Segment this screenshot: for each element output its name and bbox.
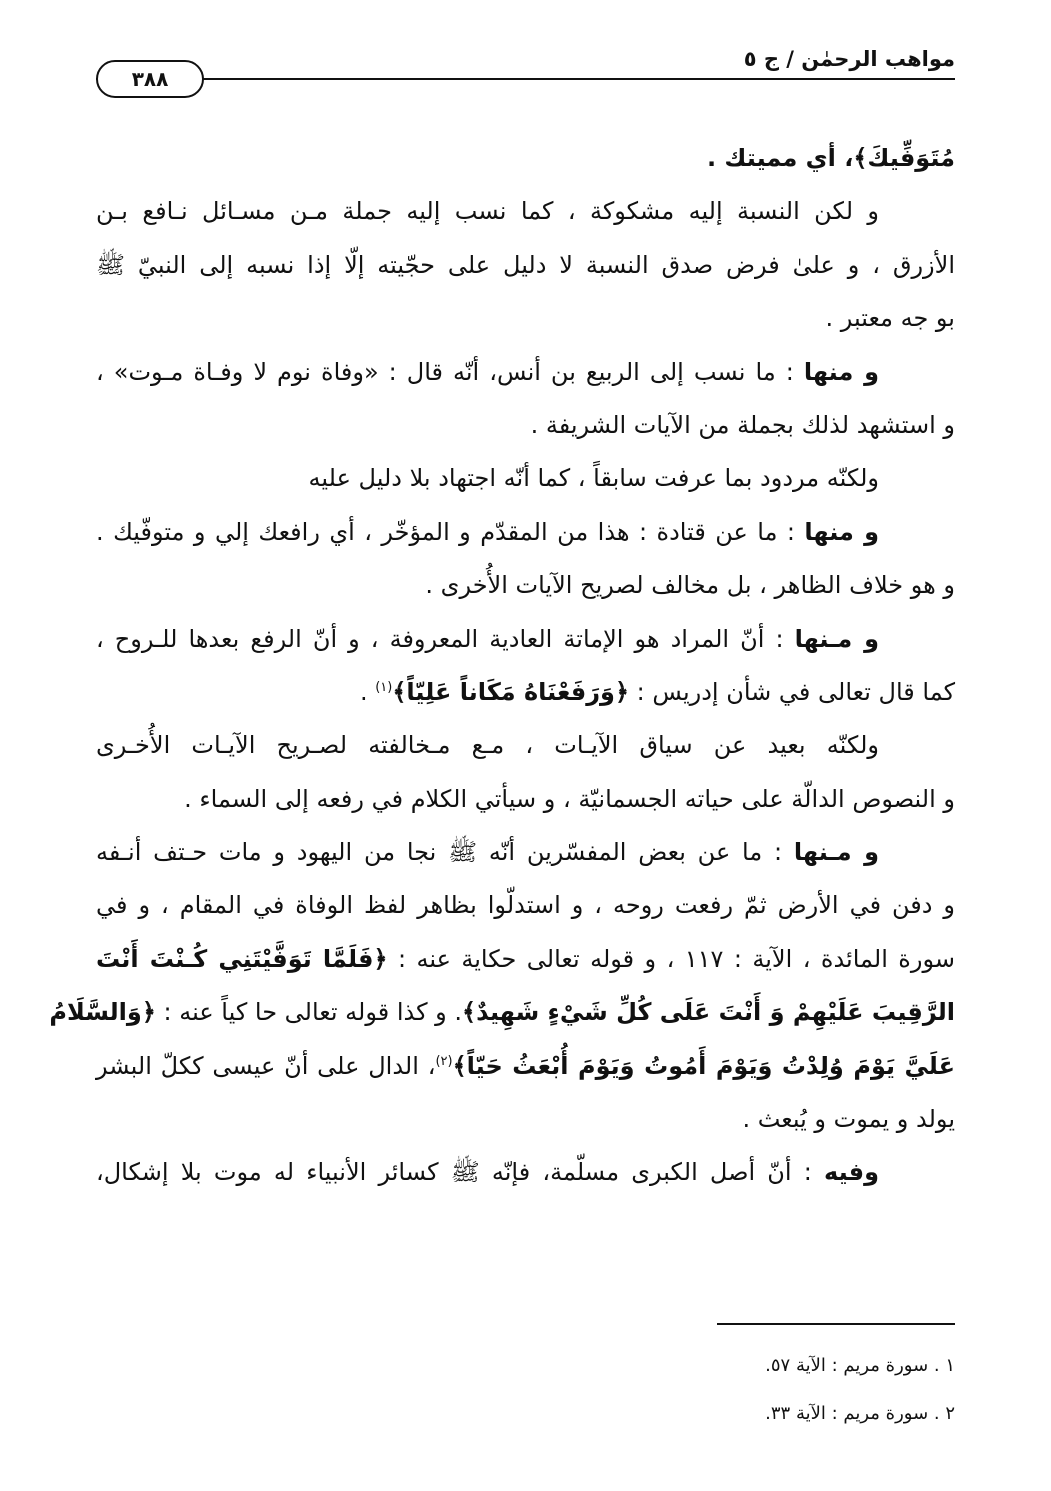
line-text: سورة المائدة ، الآية : ١١٧ ، و قوله تعالى حكاية عنه : <box>387 944 955 973</box>
paragraph-lead: و مـنها <box>794 624 879 653</box>
line-text: و النصوص الدالّة على حياته الجسمانيّة ، و سيأتي الكلام في رفعه إلى السماء . <box>184 784 955 813</box>
text-line <box>96 185 955 238</box>
text-line <box>96 1093 955 1146</box>
line-text: ولكنّه مردود بما عرفت سابقاً ، كما أنّه اجتهاد بلا دليل عليه <box>308 464 879 493</box>
footnotes <box>355 1342 955 1438</box>
header-rule <box>96 78 955 80</box>
text-line <box>96 239 955 292</box>
text-line <box>96 559 955 612</box>
line-text: : ما عن قتادة : هذا من المقدّم و المؤخّر ، أي رافعك إلي و متوفّيك . <box>96 517 795 546</box>
paragraph-lead: وفيه <box>824 1158 879 1187</box>
line-text: و دفن في الأرض ثمّ رفعت روحه ، و استدلّوا بظاهر لفظ الوفاة في المقام ، و في <box>96 891 955 920</box>
line-text: : ما نسب إلى الربيع بن أنس، أنّه قال : «وفاة نوم لا وفـاة مـوت» ، <box>96 357 794 386</box>
text-line <box>49 986 955 1039</box>
text-line <box>96 132 955 185</box>
text-line <box>96 292 955 345</box>
line-text: : ما عن بعض المفسّرين أنّه ﷺ نجا من اليهود و مات حـتف أنـفه <box>96 838 783 867</box>
footnote-rule <box>717 1323 955 1325</box>
line-text: : أنّ المراد هو الإماتة العادية المعروفة ، و أنّ الرفع بعدها للـروح ، <box>96 624 784 653</box>
quran-quote: عَلَيَّ يَوْمَ وُلِدْتُ وَيَوْمَ أَمُوتُ وَيَوْمَ أُبْعَثُ حَيّاً﴾ <box>452 1051 955 1080</box>
text-line <box>96 1040 955 1093</box>
text-line <box>96 346 955 399</box>
text-line <box>96 719 955 772</box>
line-text: ، الدال على أنّ عيسى ككلّ البشر <box>96 1051 436 1080</box>
line-text: و لكن النسبة إليه مشكوكة ، كما نسب إليه جملة مـن مسـائل نـافع بـن <box>96 197 879 226</box>
line-text: ولكنّه بعيد عن سياق الآيـات ، مـع مـخالفته لصـريح الآيـات الأُخـرى <box>96 731 879 760</box>
footnote-ref: (١) <box>375 679 393 695</box>
line-text: كما قال تعالى في شأن إدريس : <box>629 677 955 706</box>
line-text: : أنّ أصل الكبرى مسلّمة، فإنّه ﷺ كسائر الأنبياء له موت بلا إشكال، <box>96 1158 812 1187</box>
line-text: بو جه معتبر . <box>825 304 955 333</box>
paragraph-lead: و منها <box>804 517 879 546</box>
quran-quote: ﴿وَالسَّلَامُ <box>49 998 156 1027</box>
quran-quote: مُتَوَفِّيكَ﴾، أي مميتك . <box>706 144 955 172</box>
line-text: . و كذا قوله تعالى حا كياً عنه : <box>155 998 463 1027</box>
text-line <box>96 613 955 666</box>
line-text: و هو خلاف الظاهر ، بل مخالف لصريح الآيات الأُخرى . <box>425 571 955 600</box>
body-text <box>49 132 955 1200</box>
text-line <box>96 773 955 826</box>
text-line <box>96 666 955 719</box>
text-line <box>96 933 955 986</box>
footnote: ٢ . سورة مريم : الآية ٣٣. <box>765 1403 955 1424</box>
quran-quote: الرَّقِيبَ عَلَيْهِمْ وَ أَنْتَ عَلَى كُلِّ شَيْءٍ شَهِيدٌ﴾ <box>462 998 955 1027</box>
text-line <box>96 1146 955 1199</box>
line-text: الأزرق ، و علىٰ فرض صدق النسبة لا دليل على حجّيته إلّا إذا نسبه إلى النبيّ ﷺ <box>96 250 955 279</box>
line-text: و استشهد لذلك بجملة من الآيات الشريفة . <box>530 410 955 439</box>
text-line <box>96 879 955 932</box>
footnote-ref: (٢) <box>435 1053 453 1069</box>
line-text-tail: . <box>359 677 376 706</box>
text-line <box>96 399 955 452</box>
text-line <box>96 826 955 879</box>
text-line <box>96 506 955 559</box>
line-text: يولد و يموت و يُبعث . <box>742 1105 955 1134</box>
paragraph-lead: و مـنها <box>793 838 879 867</box>
text-line <box>96 452 955 505</box>
paragraph-lead: و منها <box>803 357 879 386</box>
quran-quote: ﴿فَلَمَّا تَوَفَّيْتَنِي كُـنْتَ أَنْتَ <box>96 944 388 973</box>
footnote: ١ . سورة مريم : الآية ٥٧. <box>765 1355 955 1376</box>
page-number: ٣٨٨ <box>96 60 204 98</box>
running-header-title: مواهب الرحمٰن / ج ٥ <box>743 47 955 71</box>
quran-quote: ﴿وَرَفَعْنَاهُ مَكَاناً عَلِيّاً﴾ <box>392 677 630 706</box>
